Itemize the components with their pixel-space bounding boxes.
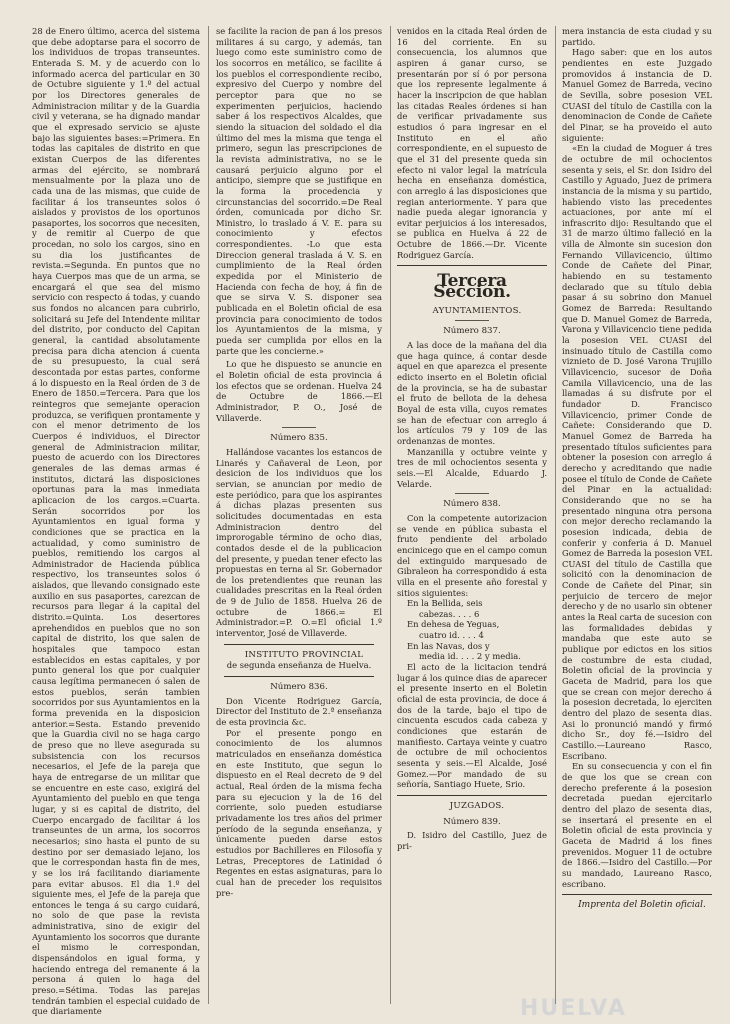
separator xyxy=(455,493,489,494)
list-item: En dehesa de Yeguas, xyxy=(407,619,500,630)
section-divider xyxy=(397,265,547,266)
column-rule xyxy=(555,26,556,1004)
body-paragraph: Don Vicente Rodriguez García, Director del Instituto de 2.ª enseñanza de esta provincia &c. xyxy=(216,695,382,728)
printer-imprint: Imprenta del Boletin oficial. xyxy=(578,900,706,911)
notice-number: Número 838. xyxy=(443,499,501,510)
list-item: En las Navas, dos y xyxy=(407,640,490,651)
list-item: media id. . . . 2 y media. xyxy=(419,651,521,662)
watermark: HUELVA xyxy=(520,996,627,1021)
column-rule xyxy=(208,26,209,1004)
section-heading: AYUNTAMIENTOS. xyxy=(432,305,522,316)
body-paragraph: «En la ciudad de Moguer á tres de octubre de mil ochocientos sesenta y seis, el Sr. don Isidro del Castillo y Aguado, Juez de primera instancia de la misma y su partido, habiendo visto las precedentes actuaciones, por ante mí el infrascrito dijo: Resultando que el 31 de marzo último falleció en la villa de Almonte sin sucesion don Fernando Villavicencio, último Conde de Cañete del Pinar, habiendo en su testamento declarado que su título debia pasar á su sobrino don Manuel Gomez de Barreda: Resultando que D. Manuel Gomez de Barreda, Varona y Villavicencio tiene pedida la posesion VEL CUASI del insinuado título de Castilla como viznieto de D. José Varona Trujillo Villavicencio, sucesor de Doña Camila Villavicencio, una de las llamadas á su disfrute por el fundador D. Francisco Villavicencio, primer Conde de Cañete: Considerando que D. Manuel Gomez de Barreda ha presentado títulos suficientes para obtener la posesion con arreglo á derecho y acreditando que nadie posee el título de Conde de Cañete del Pinar en la actualidad: Considerando que no se ha presentado ninguna otra persona con mejor derecho reclamando la posesion indicada, debia de conferir y conferia á D. Manuel Gomez de Barreda la posesion VEL CUASI del título de Castilla que solicitó con la denominacion de Conde de Cañete del Pinar, sin perjuicio de tercero de mejor derecho y de no usarlo sin obtener antes la Real carta de sucesion con las formalidades debidas y mandaba que este auto se publique por edictos en los sitios de costumbre de esta ciudad, Boletin oficial de la provincia y Gaceta de Madrid, para los que que se crean con mejor derecho á la posesion decretada, lo ejerciten dentro del plazo de sesenta dias. Asi lo pronunció mandó y firmó dicho Sr., doy fé.—Isidro del Castillo.—Laureano Rasco, Escribano. xyxy=(562,143,712,761)
body-paragraph: Manzanilla y octubre veinte y tres de mil ochocientos sesenta y seis.—El Alcalde, Eduardo J. Velarde. xyxy=(397,446,547,489)
body-paragraph: se facilite la racion de pan á los presos militares á su cargo, y además, tan luego como este suministro como de los socorros en metálico, se facilite á los pueblos el correspondiente recibo, expresivo del Cuerpo y nombre del perceptor para que no se experimenten perjuicios, haciendo saber á los respectivos Alcaldes, que siendo la situacion del soldado el dia último del mes la misma que tenga el primero, segun las prescripciones de la revista administrativa, no se le causará perjuicio alguno por el anticipo, siempre que se justifique en la forma la procedencia y circunstancias del socorrido.=De Real órden, comunicada por dicho Sr. Ministro, lo traslado á V. E. para su conocimiento y efectos correspondientes. -Lo que esta Direccion general traslada á V. S. en cumplimiento de la Real órden expedida por el Ministerio de Hacienda con fecha de hoy, á fin de que se sirva V. S. disponer sea publicada en el Boletin oficial de esa provincia para conocimiento de todos los Ayuntamientos de la misma, y pueda ser cumplida por ellos en la parte que les concierne.» xyxy=(216,26,382,356)
body-paragraph: Hago saber: que en los autos pendientes en este Juzgado promovidos á instancia de D. Manuel Gomez de Barreda, vecino de Sevilla, sobre posesion VEL CUASI del título de Castilla con la denominacion de Conde de Cañete del Pinar, se ha proveido el auto siguiente: xyxy=(562,47,712,143)
list-item: cuatro id. . . . 4 xyxy=(419,630,484,641)
column-2 xyxy=(216,26,382,898)
body-paragraph: Lo que he dispuesto se anuncie en el Boletin oficial de esta provincia á los efectos que se ordenan. Huelva 24 de Octubre de 1866.—El Administrador, P. O., José de Villaverde. xyxy=(216,359,382,423)
section-title: Tercera Seccion. xyxy=(433,271,511,303)
list-item: cabezas. . . . 6 xyxy=(419,608,480,619)
notice-number: Número 835. xyxy=(270,433,328,444)
body-paragraph: Por el presente pongo en conocimiento de los alumnos matriculados en enseñanza doméstica en este Instituto, que segun lo dispuesto en el Real decreto de 9 del actual, Real órden de la misma fecha para su ejecucion y la de 16 del corriente, solo pueden estudiarse privadamente los tres años del primer período de la segunda enseñanza, y únicamente pueden darse estos estudios por Bachilleres en Filosofía y Letras, Preceptores de Latinidad ó Regentes en estas asignaturas, para lo cual han de preceder los requisitos pre- xyxy=(216,727,382,898)
section-divider xyxy=(562,894,712,895)
notice-number: Número 839. xyxy=(443,816,501,827)
body-paragraph: Con la competente autorizacion se vende en pública subasta el fruto pendiente del arbolado encinicego que en el campo comun del extinguido marquesado de Gibraleon ha correspondido á esta villa en el presente año forestal y sitios siguientes: xyxy=(397,512,547,598)
section-heading: JUZGADOS. xyxy=(449,800,505,811)
notice-number: Número 837. xyxy=(443,326,501,337)
section-subheading: de segunda enseñanza de Huelva. xyxy=(226,660,372,671)
section-divider xyxy=(224,644,374,645)
body-paragraph: En su consecuencia y con el fin de que los que se crean con derecho preferente á la posesion decretada puedan ejercitarlo dentro del plazo de sesenta dias, se insertará el presente en el Boletin oficial de esta provincia y Gaceta de Madrid á los fines prevenidos. Moguer 11 de octubre de 1866.—Isidro del Castillo.—Por su mandado, Laureano Rasco, escribano. xyxy=(562,761,712,889)
section-heading: INSTITUTO PROVINCIAL xyxy=(244,649,364,660)
section-divider xyxy=(397,795,547,796)
body-paragraph: mera instancia de esta ciudad y su partido. xyxy=(562,26,712,47)
body-paragraph: venidos en la citada Real órden de 16 del corriente. En su consecuencia, los alumnos que aspiren á ganar curso, se presentarán por sí ó por persona que los represente legalmente á hacer la inscripcion de que hablan las citadas Reales órdenes si han de verificar privadamente sus estudios ó para ingresar en el Instituto en el año correspondiente, en el supuesto de que el 31 del presente queda sin efecto ni valor legal la matrícula hecha en enseñanza doméstica, con arreglo á las disposiciones que regian anteriormente. Y para que nadie pueda alegar ignorancia y evitar perjuicios á los interesados, se publica en Huelva á 22 de Octubre de 1866.—Dr. Vicente Rodriguez García. xyxy=(397,26,547,260)
column-1 xyxy=(32,26,200,1017)
column-rule xyxy=(390,26,391,1004)
column-3 xyxy=(397,26,547,852)
body-paragraph: D. Isidro del Castillo, Juez de pri- xyxy=(397,830,547,851)
separator xyxy=(455,320,489,321)
body-paragraph: A las doce de la mañana del dia que haga quince, á contar desde aquel en que aparezca el presente edicto inserto en el Boletin oficial de la provincia, se ha de subastar el fruto de bellota de la dehesa Boyal de esta villa, cuyos remates se han de efectuar con arreglo á los artículos 79 y 109 de las ordenanzas de montes. xyxy=(397,340,547,446)
separator xyxy=(282,427,316,428)
notice-number: Número 836. xyxy=(270,682,328,693)
list-item: En la Bellida, seis xyxy=(407,598,483,609)
body-paragraph: 28 de Enero último, acerca del sistema que debe adoptarse para el socorro de los individuos de tropas transeuntes. Enterada S. M. y de acuerdo con lo informado acerca del particular en 30 de Octubre siguiente y 1.º del actual por los Directores generales de Administracion militar y de la Guardia civil y veterana, se ha dignado mandar que el expresado servicio se ajuste bajo las siguientes bases:=Primera. En todas las capitales de distrito en que existan Cuerpos de las diferentes armas del ejército, se nombrará mensualmente por la plaza uno de cada una de las mismas, que cuide de facilitar á los transeuntes solos ó aislados y provistos de los oportunos pasaportes, los socorros que necesiten, y de remitir al Cuerpo de que procedan, no solo los cargos, sino en su dia los justificantes de revista.=Segunda. En puntos que no haya Cuerpos mas que de un arma, se encargará el que sea del mismo servicio con respecto á todas, y cuando sus fondos no alcancen para cubrirlo, solicitará su Jefe del Intendente militar del distrito, por conducto del Capitan general, la cantidad absolutamente precisa para dicha atencion á cuenta de su presupuesto, la cual será descontada por estas partes, conforme á lo dispuesto en la Real órden de 3 de Enero de 1850.=Tercera. Para que los reintegros que semejante operacion produzca, se verifiquen prontamente y con el menor detrimento de los Cuerpos é individuos, el Director general de Administracion militar, puesto de acuerdo con los Directores generales de las demas armas é institutos, dictará las disposiciones oportunas para la mas inmediata aplicacion de los cargos.=Cuarta. Serán socorridos por los Ayuntamientos en igual forma y condiciones que se practica en la actualidad, y como suministro de pueblos, remitiendo los cargos al Administrador de Hacienda pública respectivo, los transeuntes solos ó aislados, que llevando consignado este auxilio en sus pasaportes, carezcan de recursos para llegar á la capital del distrito.=Quinta. Los desertores aprehendidos en pueblos que no son capital de distrito, los que salen de hospitales que tampoco estan establecidos en estas capitales, y por punto general los que por cualquier causa legítima permanecen ó salen de estos pueblos, serán tambien socorridos por sus Ayuntamientos en la forma prevenida en la disposicion anterior.=Sesta. Estando prevenido que la Guardia civil no se haga cargo de preso que no lleve asegurada su subsistencia con los recursos necesarios, el Jefe de la pareja que haya de entregarse de un militar que se encuentre en este caso, exigirá del Ayuntamiento del pueblo en que tenga lugar, y si es capital de distrito, del Cuerpo encargado de facilitar á los transeuntes de un arma, los socorros necesarios; sino hasta el punto de su destino por ser demasiado lejano, los que le correspondan hasta fin de mes, y se los irá facilitando diariamente para evitar abusos. El dia 1.º del siguiente mes, el Jefe de la pareja que entonces le tenga á su cargo cuidará, no solo de que pase la revista administrativa, sino de exigir del Ayuntamiento los socorros que durante el mismo le correspondan, dispensándolos en igual forma, y haciendo entrega del remanente á la persona á quien lo haga del preso.=Sétima. Todas las parejas tendrán tambien el especial cuidado de que diariamente xyxy=(32,26,200,1017)
body-paragraph: Hallándose vacantes los estancos de Linarés y Cañaveral de Leon, por desicion de los individuos que los servian, se anuncian por medio de este periódico, para que los aspirantes á dichas plazas presenten sus solicitudes documentadas en esta Administracion dentro del improrogable término de ocho dias, contados desde el de la publicacion del presente, y puedan tener efecto las propuestas en terna al Sr. Gobernador de los pretendientes que reunan las cualidades prescritas en la Real órden de 9 de Julio de 1858. Huelva 26 de octubre de 1866.= El Administrador.=P. O.=El oficial 1.º interventor, José de Villaverde. xyxy=(216,446,382,639)
section-divider xyxy=(224,676,374,677)
body-paragraph: El acto de la licitacion tendrá lugar á los quince dias de aparecer el presente inserto en el Boletin oficial de esta provincia, de doce á dos de la tarde, bajo el tipo de cincuenta escudos cada cabeza y condiciones que estarán de manifiesto. Cartaya veinte y cuatro de octubre de mil ochocientos sesenta y seis.—El Alcalde, José Gomez.—Por mandado de su señoría, Santiago Huete, Srio. xyxy=(397,662,547,790)
column-4 xyxy=(562,26,712,911)
